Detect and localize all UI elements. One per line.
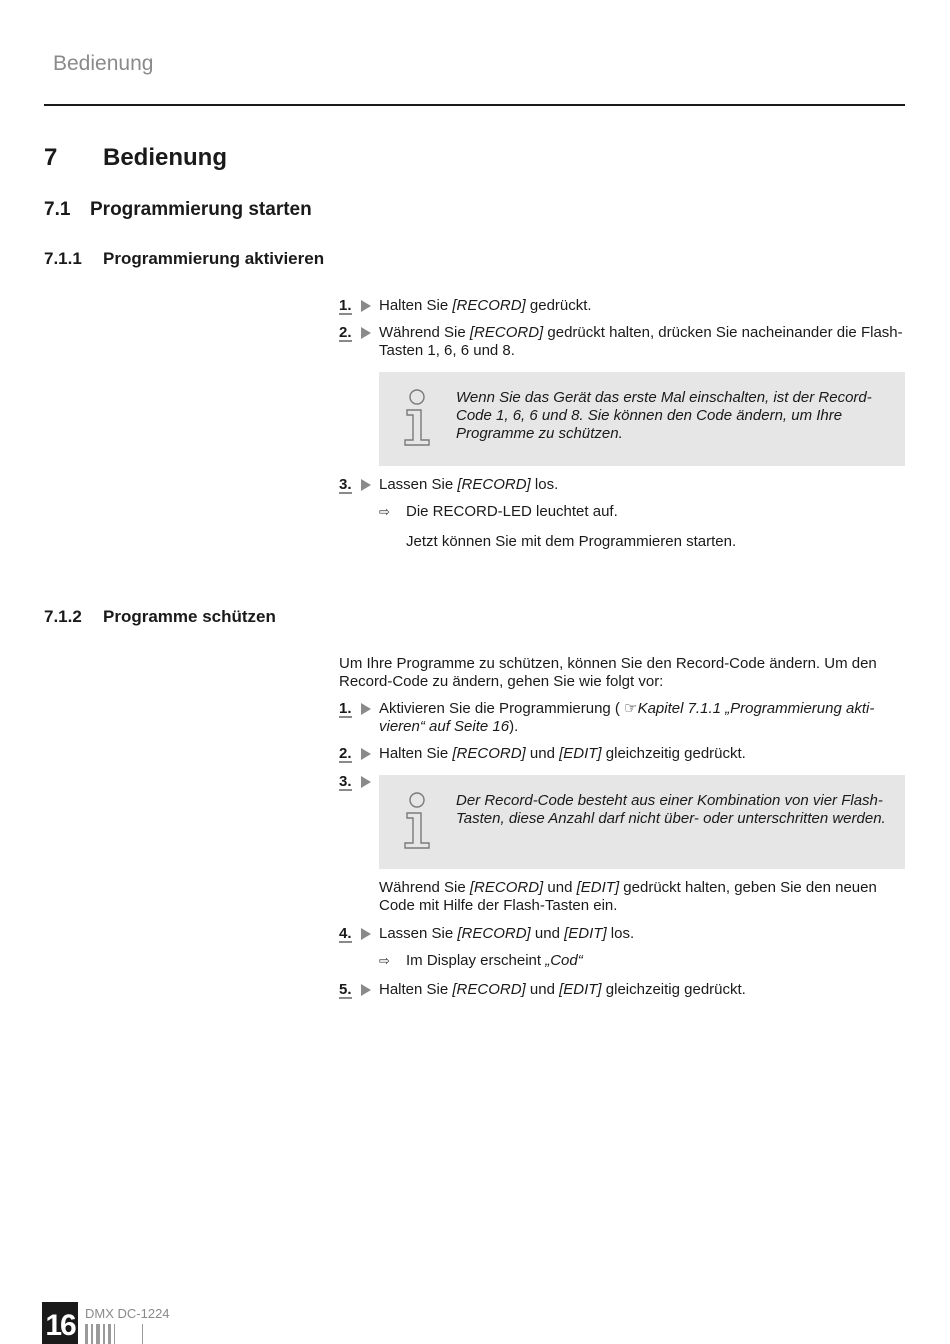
step-number: 3. (339, 773, 352, 790)
step-text: Lassen Sie [RECORD] los. (379, 476, 559, 493)
step-text: Lassen Sie [RECORD] und [EDIT] los. (379, 925, 635, 942)
step-number: 3. (339, 476, 352, 493)
chapter-reference-link[interactable]: Kapitel 7.1.1 „Programmierung akti-vieren“ auf Seite 16 (379, 700, 875, 735)
subsection-number: 7.1.1 (44, 249, 82, 268)
triangle-right-icon (361, 703, 371, 715)
hollow-arrow-right-icon: ⇨ (379, 504, 390, 519)
running-header: Bedienung (53, 52, 154, 75)
step-number: 1. (339, 297, 352, 314)
note-text: Wenn Sie das Gerät das erste Mal einschalten, ist der Record-Code 1, 6, 6 und 8. Sie können den Code ändern, um Ihre Programme zu schützen. (456, 389, 872, 442)
info-icon (401, 791, 433, 851)
hollow-arrow-right-icon: ⇨ (379, 953, 390, 968)
subsection-heading-1 (44, 249, 324, 269)
header-rule (44, 104, 905, 106)
step-2 (339, 324, 905, 360)
info-note (379, 775, 905, 869)
triangle-right-icon (361, 327, 371, 339)
section-number: 7.1 (44, 199, 71, 220)
model-name: DMX DC-1224 (85, 1306, 170, 1321)
step-1 (339, 700, 905, 736)
triangle-right-icon (361, 479, 371, 491)
step-number: 4. (339, 925, 352, 942)
triangle-right-icon (361, 776, 371, 788)
chapter-title: Bedienung (103, 144, 227, 171)
triangle-right-icon (361, 984, 371, 996)
step-text: Halten Sie [RECORD] und [EDIT] gleichzeitig gedrückt. (379, 745, 746, 762)
intro-paragraph: Um Ihre Programme zu schützen, können Sie den Record-Code ändern. Um den Record-Code zu ändern, gehen Sie wie folgt vor: (339, 655, 877, 690)
step-number: 2. (339, 745, 352, 762)
subsection-heading-2 (44, 607, 276, 627)
triangle-right-icon (361, 300, 371, 312)
step-4 (339, 925, 905, 943)
triangle-right-icon (361, 748, 371, 760)
step-text: Aktivieren Sie die Programmierung ( ☞Kapitel 7.1.1 „Programmierung akti-vieren“ auf Seite 16). (379, 700, 875, 735)
section-title: Programmierung starten (90, 199, 312, 220)
info-icon (401, 388, 433, 448)
hand-pointer-icon: ☞ (624, 700, 638, 717)
step-3 (339, 476, 905, 494)
chapter-heading (44, 144, 227, 172)
step-text: Während Sie [RECORD] gedrückt halten, drücken Sie nacheinander die Flash-Tasten 1, 6, 6 und 8. (379, 324, 903, 359)
subsection-title: Programme schützen (103, 607, 276, 626)
step-3-text: Während Sie [RECORD] und [EDIT] gedrückt halten, geben Sie den neuen Code mit Hilfe der Flash-Tasten ein. (379, 879, 877, 914)
followup-text: Jetzt können Sie mit dem Programmieren starten. (406, 533, 737, 550)
chapter-number: 7 (44, 144, 58, 171)
step-text: Halten Sie [RECORD] und [EDIT] gleichzeitig gedrückt. (379, 981, 746, 998)
step-number: 1. (339, 700, 352, 717)
subsection-title: Programmierung aktivieren (103, 249, 325, 268)
section-heading (44, 199, 312, 221)
info-note (379, 372, 905, 466)
subsection-number: 7.1.2 (44, 607, 82, 626)
step-2 (339, 745, 905, 763)
step-5 (339, 981, 905, 999)
result-4 (379, 952, 905, 970)
step-1 (339, 297, 905, 315)
step-number: 5. (339, 981, 352, 998)
result-1 (379, 503, 905, 521)
step-text: Halten Sie [RECORD] gedrückt. (379, 297, 592, 314)
result-text: Die RECORD-LED leuchtet auf. (406, 503, 618, 520)
step-number: 2. (339, 324, 352, 341)
triangle-right-icon (361, 928, 371, 940)
page-number: 16 (42, 1302, 78, 1344)
result-text: Im Display erscheint „Cod“ (406, 952, 583, 969)
note-text: Der Record-Code besteht aus einer Kombination von vier Flash-Tasten, diese Anzahl darf nicht über- oder unterschritten werden. (456, 792, 886, 827)
